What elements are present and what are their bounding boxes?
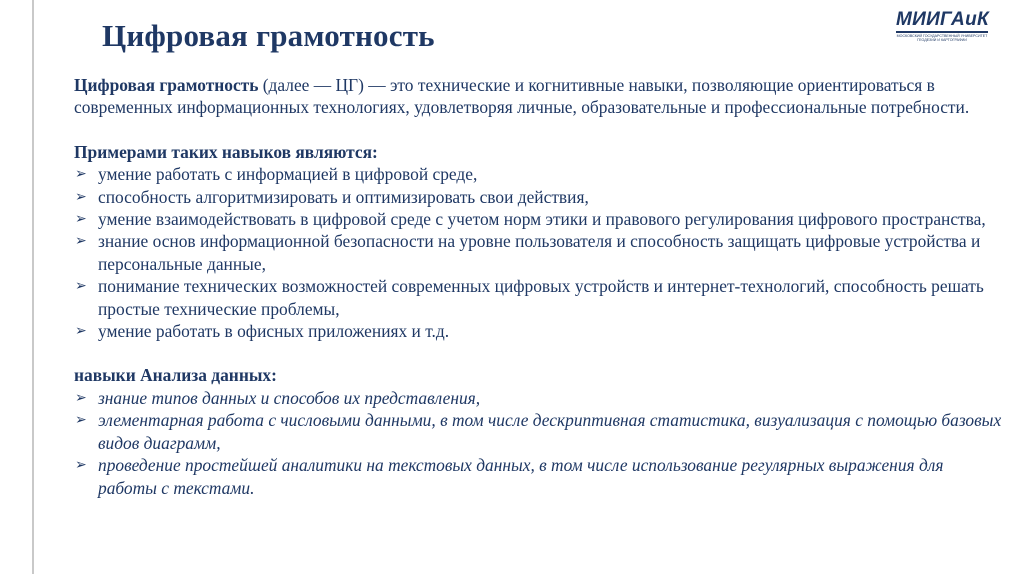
arrow-bullet-icon: ➢ [75,166,87,183]
list-item: ➢ умение взаимодействовать в цифровой среде с учетом норм этики и правового регулирования цифрового пространства, [75,209,986,230]
list-item: ➢ проведение простейшей аналитики на текстовых данных, в том числе использование регулярных выражения для работы с текстами. [75,455,944,498]
arrow-bullet-icon: ➢ [75,188,87,205]
arrow-bullet-icon: ➢ [75,457,87,474]
arrow-bullet-icon: ➢ [75,323,87,340]
arrow-bullet-icon: ➢ [75,233,87,250]
definition-term: Цифровая грамотность [74,75,259,95]
arrow-bullet-icon: ➢ [75,278,87,295]
left-divider-line [32,0,34,574]
examples-heading: Примерами таких навыков являются: [74,141,378,162]
logo-underline [896,31,988,33]
definition-paragraph [74,74,1004,119]
arrow-bullet-icon: ➢ [75,211,87,228]
list-item: ➢ понимание технических возможностей современных цифровых устройств и интернет-технологий, способность решать простые технические проблемы, [75,276,984,319]
slide-title: Цифровая грамотность [102,18,435,53]
list-item: ➢ элементарная работа с числовыми данными, в том числе дескриптивная статистика, визуализация с помощью базовых видов диаграмм, [75,410,1002,453]
list-item: ➢ способность алгоритмизировать и оптимизировать свои действия, [75,186,589,207]
university-logo [896,10,992,43]
definition-text: (далее — ЦГ) — это технические и когнитивные навыки, позволяющие ориентироваться в современных информационных технологиях, удовлетворяя личные, образовательные и профессиональные потребности. [74,75,970,118]
logo-subtitle: МОСКОВСКИЙ ГОСУДАРСТВЕННЫЙ УНИВЕРСИТЕТ ГЕОДЕЗИИ И КАРТОГРАФИИ [896,34,988,43]
slide-body [74,74,1004,499]
arrow-bullet-icon: ➢ [75,412,87,429]
list-item: ➢ знание типов данных и способов их представления, [75,387,481,408]
logo-name: МИИГАиК [896,9,989,30]
spacer [74,342,1004,364]
examples-list [74,163,1004,342]
analysis-list [74,387,1004,499]
list-item: ➢ умение работать с информацией в цифровой среде, [75,164,478,185]
list-item: ➢ умение работать в офисных приложениях и т.д. [75,321,450,342]
arrow-bullet-icon: ➢ [75,389,87,406]
list-item: ➢ знание основ информационной безопасности на уровне пользователя и способность защищать цифровые устройства и персональные данные, [75,231,981,274]
spacer [74,119,1004,141]
analysis-heading: навыки Анализа данных: [74,365,277,386]
